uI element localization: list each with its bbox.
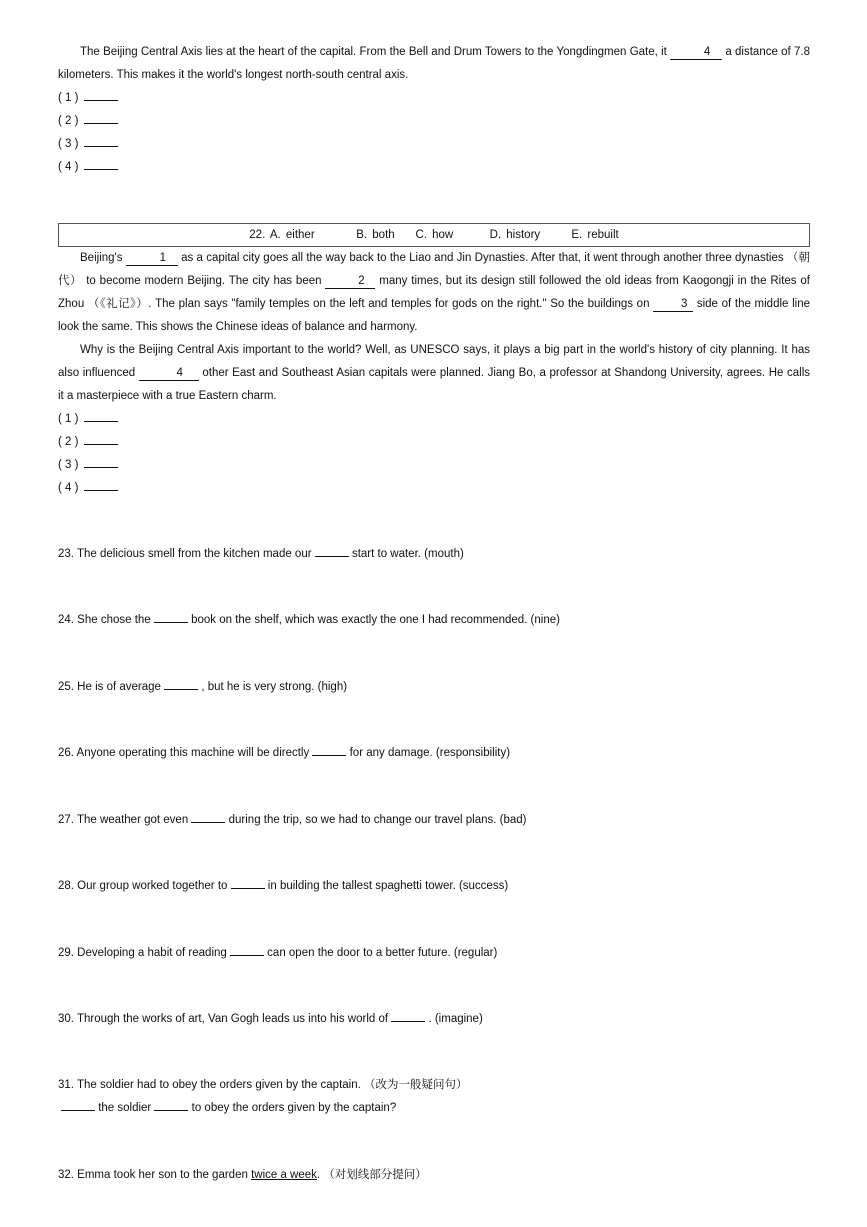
fill-blank[interactable]: 2 — [325, 274, 375, 289]
answer-label: ( 1 ) — [58, 413, 79, 425]
answer-blank[interactable] — [231, 876, 265, 889]
answer-blank[interactable] — [391, 1009, 425, 1022]
answer-line — [58, 477, 810, 500]
rewrite-line — [58, 1097, 810, 1120]
question-32 — [58, 1164, 810, 1187]
answer-blank[interactable] — [84, 409, 118, 422]
question-28 — [58, 875, 810, 898]
question-text: can open the door to a better future. (regular) — [263, 947, 498, 959]
fill-blank[interactable]: 3 — [653, 297, 693, 312]
question-text: 31. The soldier had to obey the orders given by the captain. （改为一般疑问句） — [58, 1079, 468, 1091]
answer-blank[interactable] — [84, 478, 118, 491]
question-text: 26. Anyone operating this machine will be directly — [58, 747, 313, 759]
answer-line — [58, 87, 810, 110]
passage-text: as a capital city goes all the way back to the Liao and Jin Dynasties. After that, it went through another three dynasties （朝代） to become modern Beijing. The city has been — [58, 252, 811, 287]
answer-line — [58, 431, 810, 454]
answer-blank[interactable] — [164, 677, 198, 690]
fill-blank[interactable]: 1 — [126, 251, 178, 266]
fill-blank[interactable]: 4 — [670, 45, 722, 60]
question-text: . （对划线部分提问） — [316, 1169, 427, 1181]
question-text: for any damage. (responsibility) — [346, 747, 511, 759]
passage-text: a distance of 7.8 kilometers. This makes it the world's longest north-south central axis. — [58, 46, 810, 81]
passage-text: many times, but its design still followed the old ideas from Kaogongji in the Rites of Zhou （《礼记》）. The plan says "family temples on the left and temples for gods on the right." So the buildings on — [58, 275, 810, 310]
answer-line — [58, 110, 810, 133]
question-text: the soldier — [95, 1102, 155, 1114]
passage-paragraph — [58, 41, 810, 87]
question-text: . (imagine) — [425, 1013, 483, 1025]
answer-label: ( 1 ) — [58, 92, 79, 104]
question-text: book on the shelf, which was exactly the one I had recommended. (nine) — [187, 614, 560, 626]
answer-blank[interactable] — [230, 943, 264, 956]
passage-text: Why is the Beijing Central Axis important to the world? Well, as UNESCO says, it plays a big part in the world's history of city planning. It has also influenced — [58, 344, 810, 379]
question-text: during the trip, so we had to change our travel plans. (bad) — [225, 814, 527, 826]
answer-blank[interactable] — [84, 111, 118, 124]
question-text: in building the tallest spaghetti tower. (success) — [264, 880, 509, 892]
passage-text: Beijing's — [80, 252, 126, 264]
question-29 — [58, 942, 810, 965]
answer-blank[interactable] — [84, 432, 118, 445]
answer-label: ( 2 ) — [58, 115, 79, 127]
question-30 — [58, 1008, 810, 1031]
answer-blank[interactable] — [191, 810, 225, 823]
answer-blank[interactable] — [84, 134, 118, 147]
answer-blank[interactable] — [84, 455, 118, 468]
answer-blank[interactable] — [61, 1098, 95, 1111]
question-31 — [58, 1074, 810, 1120]
question-text: start to water. (mouth) — [348, 548, 464, 560]
question-text: 30. Through the works of art, Van Gogh leads us into his world of — [58, 1013, 392, 1025]
answer-blank[interactable] — [312, 743, 346, 756]
answer-label: ( 2 ) — [58, 436, 79, 448]
question-text: 25. He is of average — [58, 681, 165, 693]
answer-line — [58, 408, 810, 431]
answer-label: ( 3 ) — [58, 459, 79, 471]
question-24 — [58, 609, 810, 632]
passage-text: other East and Southeast Asian capitals were planned. Jiang Bo, a professor at Shandong University, agrees. He calls it a masterpiece with a true Eastern charm. — [58, 367, 811, 402]
answer-blank[interactable] — [84, 88, 118, 101]
underlined-phrase: twice a week — [251, 1169, 317, 1181]
question-26 — [58, 742, 810, 765]
answer-list — [58, 408, 810, 500]
answer-label: ( 4 ) — [58, 482, 79, 494]
answer-label: ( 4 ) — [58, 161, 79, 173]
word-bank: 22. A. either B. both C. how D. history E. rebuilt — [249, 229, 619, 241]
fill-blank[interactable]: 4 — [139, 366, 199, 381]
q22-paragraph-1 — [58, 247, 810, 339]
question-text: 24. She chose the — [58, 614, 154, 626]
answer-line — [58, 454, 810, 477]
passage-text: The Beijing Central Axis lies at the heart of the capital. From the Bell and Drum Towers to the Yongdingmen Gate, it — [80, 46, 671, 58]
answer-line — [58, 133, 810, 156]
q22-paragraph-2 — [58, 339, 810, 408]
answer-label: ( 3 ) — [58, 138, 79, 150]
question-text: 29. Developing a habit of reading — [58, 947, 230, 959]
question-text: 23. The delicious smell from the kitchen made our — [58, 548, 315, 560]
worksheet-page — [58, 38, 810, 500]
question-text: , but he is very strong. (high) — [198, 681, 348, 693]
answer-list — [58, 87, 810, 179]
question-text: 27. The weather got even — [58, 814, 192, 826]
answer-blank[interactable] — [154, 610, 188, 623]
question-27 — [58, 809, 810, 832]
answer-blank[interactable] — [154, 1098, 188, 1111]
question-text: 32. Emma took her son to the garden — [58, 1169, 252, 1181]
answer-blank[interactable] — [84, 157, 118, 170]
answer-blank[interactable] — [315, 544, 349, 557]
question-text: to obey the orders given by the captain? — [188, 1102, 397, 1114]
question-23 — [58, 543, 810, 566]
question-text: 28. Our group worked together to — [58, 880, 231, 892]
question-25 — [58, 676, 810, 699]
answer-line — [58, 156, 810, 179]
word-bank-box — [58, 223, 810, 247]
passage-text: side of the middle line look the same. This shows the Chinese ideas of balance and harmony. — [58, 298, 810, 333]
